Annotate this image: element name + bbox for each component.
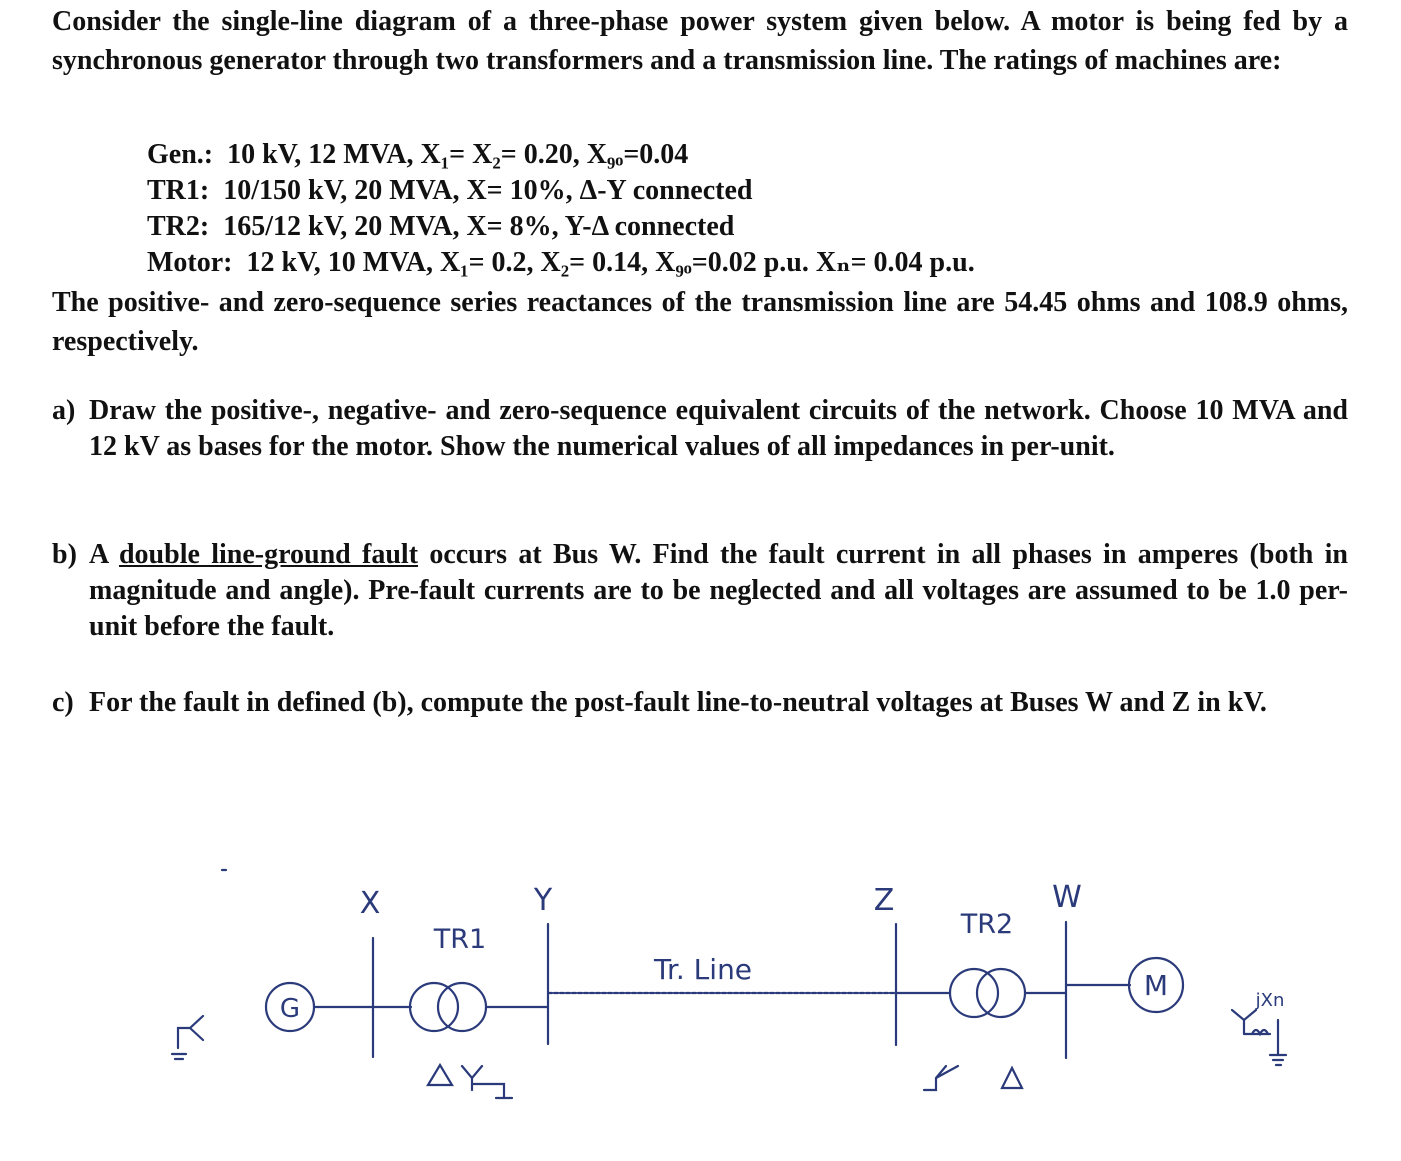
question-b [52,537,1348,645]
tr1-delta-symbol [428,1065,452,1085]
question-b-tag: b) [52,539,77,570]
rating-motor-text: 12 kV, 10 MVA, X₁= 0.2, X₂= 0.14, X₉ₒ=0.02 p.u. Xₙ= 0.04 p.u. [246,247,975,278]
tr2-delta-symbol [1002,1068,1022,1088]
motor-label: M [1143,969,1169,1002]
tr1-circle-right [438,983,486,1031]
question-a [52,393,1348,465]
question-b-underlined: double line-ground fault [118,539,419,570]
gen-label: G [279,994,301,1024]
question-c [52,685,1348,721]
ratings-list [147,137,975,281]
diagram-labels [280,880,1284,1024]
tr2-circle-left [950,969,998,1017]
rating-tr2-label: TR2: [147,211,210,242]
line-label: Tr. Line [653,953,753,986]
question-b-pre: A [89,539,119,570]
xn-label: jXn [1255,990,1285,1011]
question-c-tag: c) [52,687,74,718]
tr2-label: TR2 [960,909,1014,940]
rating-gen-text: 10 kV, 12 MVA, X₁= X₂= 0.20, X₉ₒ=0.04 [227,139,689,170]
tr1-wye-ground-symbol [462,1066,512,1098]
rating-tr1-label: TR1: [147,175,210,206]
rating-tr2-text: 165/12 kV, 20 MVA, X= 8%, Y-Δ connected [223,211,735,242]
tr1-circle-left [410,983,458,1031]
tr1-label: TR1 [433,924,487,955]
tr2-circle-right [977,969,1025,1017]
rating-gen-label: Gen.: [147,139,214,170]
question-b-body [52,537,1348,645]
question-a-text: Draw the positive-, negative- and zero-sequence equivalent circuits of the network. Choose 10 MVA and 12 kV as bases for the motor. Show the numerical values of all impedances in per-unit. [89,395,1348,462]
rating-motor [147,245,975,281]
question-a-tag: a) [52,395,76,426]
motor-ground-symbol [1232,1010,1286,1065]
question-b-text: occurs at Bus W. Find the fault current in all phases in amperes (both in magnitude and angle). Pre-fault currents are to be neglected and all voltages are assumed to be 1.0 per-unit before the fault. [89,539,1348,642]
line-reactance-paragraph: The positive- and zero-sequence series reactances of the transmission line are 54.45 ohms and 108.9 ohms, respectively. [52,287,1348,357]
bus-w-label: W [1052,880,1082,915]
rating-tr1 [147,173,975,209]
question-c-text: For the fault in defined (b), compute the post-fault line-to-neutral voltages at Buses W and Z in kV. [89,687,1267,718]
rating-tr1-text: 10/150 kV, 20 MVA, X= 10%, Δ-Y connected [223,175,753,206]
rating-motor-label: Motor: [147,247,233,278]
bus-z-label: Z [873,883,895,918]
single-line-diagram [0,840,1401,1140]
bus-x-label: X [359,886,381,921]
tr2-ground-wye-symbol [924,1066,958,1090]
intro-paragraph: Consider the single-line diagram of a three-phase power system given below. A motor is being fed by a synchronous generator through two transformers and a transmission line. The ratings of machines are: [52,6,1348,76]
gen-ground-symbol [172,1016,203,1059]
rating-tr2 [147,209,975,245]
bus-y-label: Y [533,883,553,918]
rating-gen [147,137,975,173]
